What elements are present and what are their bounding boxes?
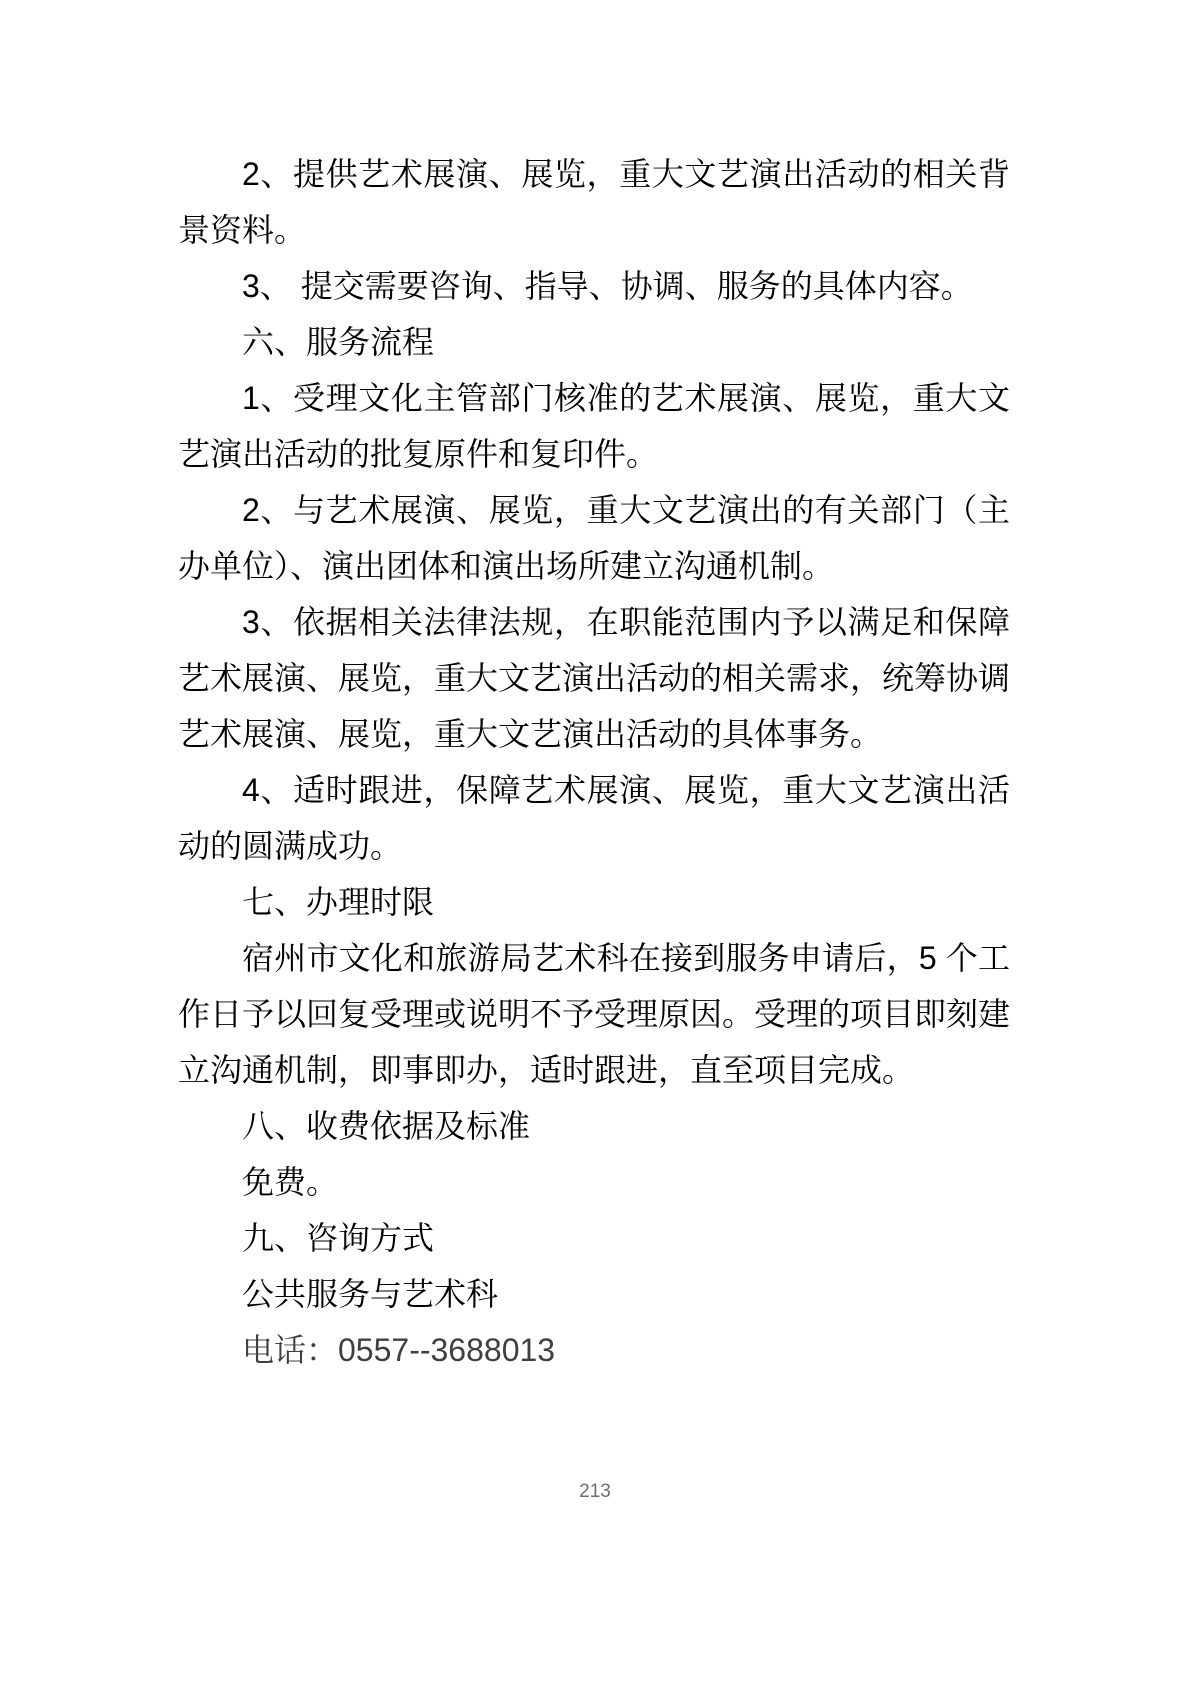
para-item-2-materials: 2、提供艺术展演、展览，重大文艺演出活动的相关背景资料。 bbox=[178, 156, 1010, 248]
heading-section-8-fees: 八、收费依据及标准 bbox=[242, 1108, 531, 1144]
para-process-step-2: 2、与艺术展演、展览，重大文艺演出的有关部门（主办单位）、演出团体和演出场所建立沟通机制。 bbox=[178, 492, 1010, 584]
page-number: 213 bbox=[579, 1481, 611, 1502]
para-item-3-materials: 3、 提交需要咨询、指导、协调、服务的具体内容。 bbox=[242, 268, 973, 304]
heading-section-7-time-limit: 七、办理时限 bbox=[242, 884, 435, 920]
para-process-step-3: 3、依据相关法律法规，在职能范围内予以满足和保障艺术展演、展览，重大文艺演出活动的相关需求，统筹协调艺术展演、展览，重大文艺演出活动的具体事务。 bbox=[178, 604, 1011, 752]
heading-section-9-contact: 九、咨询方式 bbox=[242, 1220, 435, 1256]
para-contact-department: 公共服务与艺术科 bbox=[242, 1276, 499, 1312]
para-contact-phone: 电话：0557--3688013 bbox=[242, 1332, 556, 1368]
document-body bbox=[178, 146, 1010, 1378]
para-time-limit-detail: 宿州市文化和旅游局艺术科在接到服务申请后，5 个工作日予以回复受理或说明不予受理原因。受理的项目即刻建立沟通机制，即事即办，适时跟进，直至项目完成。 bbox=[178, 940, 1011, 1088]
para-process-step-4: 4、适时跟进，保障艺术展演、展览，重大文艺演出活动的圆满成功。 bbox=[178, 772, 1010, 864]
para-fee-free: 免费。 bbox=[242, 1164, 339, 1200]
heading-section-6-service-process: 六、服务流程 bbox=[242, 324, 435, 360]
para-process-step-1: 1、受理文化主管部门核准的艺术展演、展览，重大文艺演出活动的批复原件和复印件。 bbox=[178, 380, 1010, 472]
